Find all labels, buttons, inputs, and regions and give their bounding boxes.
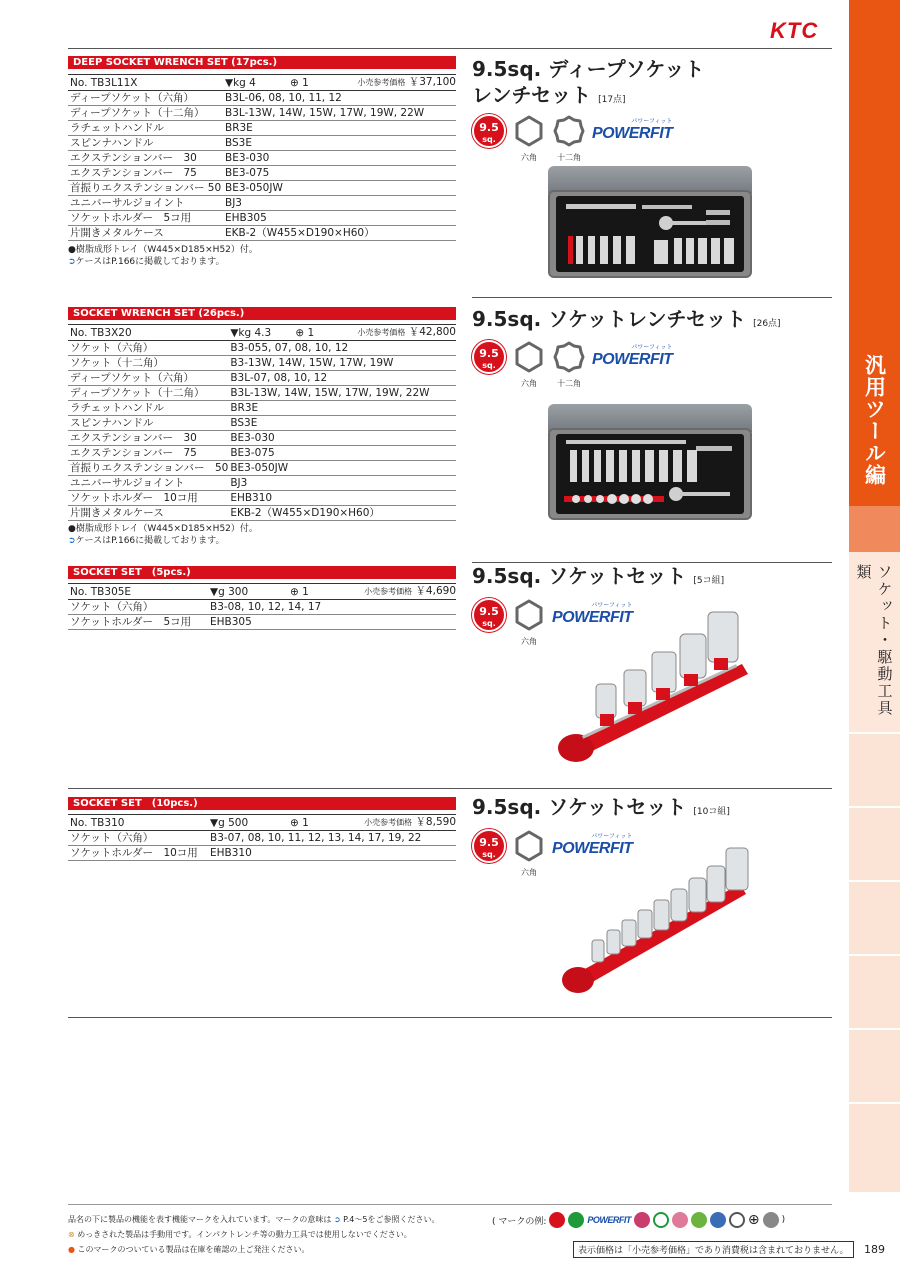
item-code: EHB305 xyxy=(208,615,456,630)
table-row xyxy=(68,446,456,461)
item-name: エクステンションバー 75 xyxy=(68,166,223,181)
section-header: SOCKET SET (10pcs.) xyxy=(68,797,456,810)
product-title xyxy=(472,306,781,337)
side-tab-strip xyxy=(849,1028,900,1102)
table-row xyxy=(68,491,456,506)
twelve-point-socket-icon xyxy=(552,114,586,148)
hex-6pt-feature: 六角 xyxy=(512,598,546,647)
product-title xyxy=(472,56,704,113)
mark-pink2-icon xyxy=(672,1212,688,1228)
footer-line: ● このマークのついている製品は在庫を確認の上ご発注ください。 xyxy=(68,1245,310,1254)
model-number: No. TB310 xyxy=(68,815,208,831)
weight: ▼g 300 xyxy=(208,584,288,600)
table-row xyxy=(68,151,456,166)
footer-notes xyxy=(68,1212,488,1257)
item-name: ソケットホルダー 10コ用 xyxy=(68,846,208,861)
price: ￥42,800 xyxy=(408,326,456,338)
item-code: BE3-050JW xyxy=(228,461,456,476)
mark-green-outline-icon xyxy=(653,1212,669,1228)
product-image-case xyxy=(548,166,752,278)
ktc-logo: KTC xyxy=(770,18,819,43)
mark-pink-icon xyxy=(634,1212,650,1228)
item-code: B3-08, 10, 12, 14, 17 xyxy=(208,600,456,615)
table-row xyxy=(68,136,456,151)
item-name: ディープソケット（十二角） xyxy=(68,106,223,121)
item-code: EHB310 xyxy=(228,491,456,506)
item-code: B3-07, 08, 10, 11, 12, 13, 14, 17, 19, 22 xyxy=(208,831,456,846)
weight: ▼g 500 xyxy=(208,815,288,831)
product-image-socket-rail-10 xyxy=(562,842,752,1000)
item-name: ディープソケット（六角） xyxy=(68,91,223,106)
product-title-line: 9.5sq. ソケットセット xyxy=(472,564,687,588)
product-title xyxy=(472,794,730,825)
note-tray: ●樹脂成形トレイ（W445×D185×H52）付。 xyxy=(68,245,258,255)
item-name: ユニバーサルジョイント xyxy=(68,476,228,491)
item-name: 首振りエクステンションバー 50 xyxy=(70,182,222,194)
side-tab-strip xyxy=(849,1102,900,1192)
item-code: B3L-13W, 14W, 15W, 17W, 19W, 22W xyxy=(228,386,456,401)
side-tab-strip xyxy=(849,732,900,806)
powerfit-logo: パワーフィット POWERFIT xyxy=(552,833,633,857)
arrow-right-icon: ➲ xyxy=(333,1215,341,1224)
tools-illustration xyxy=(556,196,744,272)
model-number: No. TB3L11X xyxy=(68,75,223,91)
section-divider xyxy=(68,1017,832,1018)
table-row xyxy=(68,506,456,521)
table-row xyxy=(68,401,456,416)
product-title-line: 9.5sq. ディープソケット xyxy=(472,57,705,81)
item-name: ソケットホルダー 10コ用 xyxy=(68,491,228,506)
drive-size-badge: 9.5 sq. xyxy=(472,829,506,863)
quantity: ⊕ 1 xyxy=(288,584,348,600)
no-impact-icon: ⊗ xyxy=(68,1230,75,1239)
page-number: 189 xyxy=(864,1243,885,1256)
item-code: BR3E xyxy=(223,121,456,136)
product-title-line: 9.5sq. ソケットセット xyxy=(472,795,687,819)
hex-6pt-feature: 六角 xyxy=(512,340,546,389)
side-tab-strip xyxy=(849,954,900,1028)
product-title-line: 9.5sq. ソケットレンチセット xyxy=(472,307,747,331)
item-code: EKB-2（W455×D190×H60） xyxy=(223,226,456,241)
mark-hex-icon xyxy=(729,1212,745,1228)
table-row xyxy=(68,386,456,401)
price: ￥8,590 xyxy=(415,816,456,828)
arrow-right-icon: ➲ xyxy=(68,257,76,267)
item-name: 片開きメタルケース xyxy=(68,226,223,241)
side-tab-main[interactable] xyxy=(849,0,900,506)
piece-count: [10コ組] xyxy=(693,807,730,817)
quantity: ⊕ 1 xyxy=(293,325,353,341)
table-header-row xyxy=(68,75,456,91)
table-row xyxy=(68,121,456,136)
table-row xyxy=(68,91,456,106)
price: ￥37,100 xyxy=(408,76,456,88)
hex-6pt-feature: 六角 xyxy=(512,114,546,163)
item-name: ディープソケット（十二角） xyxy=(68,386,228,401)
table-row xyxy=(68,615,456,630)
item-code: BJ3 xyxy=(223,196,456,211)
item-code: B3-055, 07, 08, 10, 12 xyxy=(228,341,456,356)
side-tab-main-label: 汎用ツール編 xyxy=(862,354,887,486)
price-label: 小売参考価格 xyxy=(357,328,406,337)
item-code: EHB310 xyxy=(208,846,456,861)
item-code: B3L-07, 08, 10, 12 xyxy=(228,371,456,386)
spec-table xyxy=(68,583,456,630)
item-name: ソケットホルダー 5コ用 xyxy=(68,615,208,630)
item-name: ソケット（十二角） xyxy=(68,356,228,371)
item-name: ユニバーサルジョイント xyxy=(68,196,223,211)
item-code: BR3E xyxy=(228,401,456,416)
model-number: No. TB3X20 xyxy=(68,325,228,341)
item-code: B3L-13W, 14W, 15W, 17W, 19W, 22W xyxy=(223,106,456,121)
quantity: ⊕ 1 xyxy=(288,815,348,831)
notes xyxy=(68,244,258,268)
item-name: スピンナハンドル xyxy=(68,136,223,151)
product-image-socket-rail-5 xyxy=(552,604,752,768)
page-reference-link[interactable]: P.4～5をご参照ください。 xyxy=(343,1215,440,1224)
arrow-right-icon: ➲ xyxy=(68,536,76,546)
item-name: 首振りエクステンションバー 50 xyxy=(70,462,229,474)
twelve-point-socket-icon xyxy=(552,340,586,374)
section-divider xyxy=(472,297,832,298)
table-row xyxy=(68,831,456,846)
item-code: B3-13W, 14W, 15W, 17W, 19W xyxy=(228,356,456,371)
table-row xyxy=(68,461,456,476)
mark-green2-icon xyxy=(691,1212,707,1228)
item-name: ディープソケット（六角） xyxy=(68,371,228,386)
item-code: BE3-050JW xyxy=(223,181,456,196)
item-code: BE3-030 xyxy=(223,151,456,166)
item-name: ラチェットハンドル xyxy=(68,121,223,136)
product-image-case xyxy=(548,404,752,522)
item-code: BE3-075 xyxy=(223,166,456,181)
item-name: エクステンションバー 30 xyxy=(68,431,228,446)
table-row xyxy=(68,846,456,861)
item-name: 片開きメタルケース xyxy=(68,506,228,521)
item-name: ソケット（六角） xyxy=(68,600,208,615)
powerfit-logo: パワーフィット POWERFIT xyxy=(592,344,673,368)
table-row xyxy=(68,431,456,446)
hex-6pt-feature: 六角 xyxy=(512,829,546,878)
footer-rule xyxy=(68,1204,832,1205)
tools-illustration xyxy=(556,434,744,514)
mark-gray-icon xyxy=(763,1212,779,1228)
marks-label: ( マークの例: xyxy=(492,1216,547,1227)
product-title-line: レンチセット xyxy=(472,83,592,107)
item-name: エクステンションバー 30 xyxy=(68,151,223,166)
item-code: BE3-030 xyxy=(228,431,456,446)
hex-socket-icon xyxy=(512,340,546,374)
notes xyxy=(68,523,258,547)
item-name: ラチェットハンドル xyxy=(68,401,228,416)
mark-badge-icon xyxy=(549,1212,565,1228)
drive-size-badge: 9.5 sq. xyxy=(472,114,506,148)
spec-table xyxy=(68,324,456,521)
mark-blue-icon xyxy=(710,1212,726,1228)
table-row xyxy=(68,371,456,386)
side-tab-strip xyxy=(849,806,900,880)
section-header: SOCKET SET (5pcs.) xyxy=(68,566,456,579)
table-header-row xyxy=(68,584,456,600)
table-header-row xyxy=(68,815,456,831)
item-name: ソケット（六角） xyxy=(68,341,228,356)
side-tab-marker xyxy=(849,506,900,552)
table-row xyxy=(68,356,456,371)
hex-12pt-feature: 十二角 xyxy=(552,114,586,163)
item-code: BJ3 xyxy=(228,476,456,491)
table-row xyxy=(68,416,456,431)
weight: ▼kg 4 xyxy=(223,75,288,91)
mark-plus-icon: ⊕ xyxy=(747,1212,760,1228)
spec-table xyxy=(68,74,456,241)
quantity: ⊕ 1 xyxy=(288,75,348,91)
side-tab-sub-label: ソケット・駆動工具類 xyxy=(854,564,894,717)
hex-socket-icon xyxy=(512,829,546,863)
price-disclaimer: 表示価格は「小売参考価格」であり消費税は含まれておりません。 xyxy=(573,1241,854,1258)
footer-line: ⊗ めっきされた製品は手動用です。インパクトレンチ等の動力工具では使用しないでください。 xyxy=(68,1230,412,1239)
side-tab-sub[interactable] xyxy=(849,552,900,732)
piece-count: [17点] xyxy=(598,95,626,105)
stock-check-icon: ● xyxy=(68,1245,75,1254)
piece-count: [26点] xyxy=(753,319,781,329)
item-code: BE3-075 xyxy=(228,446,456,461)
item-code: EKB-2（W455×D190×H60） xyxy=(228,506,456,521)
section-divider xyxy=(68,788,832,789)
top-rule xyxy=(68,48,832,49)
note-case-ref[interactable]: ➲ケースはP.166に掲載しております。 xyxy=(68,257,225,267)
mark-green-icon xyxy=(568,1212,584,1228)
hex-12pt-feature: 十二角 xyxy=(552,340,586,389)
price-label: 小売参考価格 xyxy=(357,78,406,87)
hex-socket-icon xyxy=(512,598,546,632)
item-name: ソケットホルダー 5コ用 xyxy=(68,211,223,226)
mark-powerfit-icon: POWERFIT xyxy=(587,1215,631,1225)
price-label: 小売参考価格 xyxy=(364,587,413,596)
table-row xyxy=(68,226,456,241)
item-code: B3L-06, 08, 10, 11, 12 xyxy=(223,91,456,106)
powerfit-logo: パワーフィット POWERFIT xyxy=(592,118,673,142)
product-title xyxy=(472,563,724,594)
table-row xyxy=(68,106,456,121)
feature-icons xyxy=(472,114,672,163)
marks-example: ( マークの例: POWERFIT ⊕ ) xyxy=(492,1212,786,1228)
note-case-ref[interactable]: ➲ケースはP.166に掲載しております。 xyxy=(68,536,225,546)
hex-socket-icon xyxy=(512,114,546,148)
drive-size-badge: 9.5 sq. xyxy=(472,598,506,632)
feature-icons xyxy=(472,340,672,389)
note-tray: ●樹脂成形トレイ（W445×D185×H52）付。 xyxy=(68,524,258,534)
item-code: BS3E xyxy=(223,136,456,151)
powerfit-logo: パワーフィット POWERFIT xyxy=(552,602,633,626)
table-row xyxy=(68,600,456,615)
piece-count: [5コ組] xyxy=(693,576,725,586)
item-name: エクステンションバー 75 xyxy=(68,446,228,461)
item-code: BS3E xyxy=(228,416,456,431)
table-row xyxy=(68,166,456,181)
price: ￥4,690 xyxy=(415,585,456,597)
table-header-row xyxy=(68,325,456,341)
item-code: EHB305 xyxy=(223,211,456,226)
table-row xyxy=(68,476,456,491)
item-name: スピンナハンドル xyxy=(68,416,228,431)
table-row xyxy=(68,341,456,356)
side-tab-strip xyxy=(849,880,900,954)
drive-size-badge: 9.5 sq. xyxy=(472,340,506,374)
section-header: DEEP SOCKET WRENCH SET (17pcs.) xyxy=(68,56,456,69)
table-row xyxy=(68,196,456,211)
section-header: SOCKET WRENCH SET (26pcs.) xyxy=(68,307,456,320)
model-number: No. TB305E xyxy=(68,584,208,600)
footer-line: 品名の下に製品の機能を表す機能マークを入れています。マークの意味は ➲ P.4～5をご参照ください。 xyxy=(68,1215,440,1224)
price-label: 小売参考価格 xyxy=(364,818,413,827)
weight: ▼kg 4.3 xyxy=(228,325,293,341)
table-row xyxy=(68,181,456,196)
table-row xyxy=(68,211,456,226)
spec-table xyxy=(68,814,456,861)
item-name: ソケット（六角） xyxy=(68,831,208,846)
